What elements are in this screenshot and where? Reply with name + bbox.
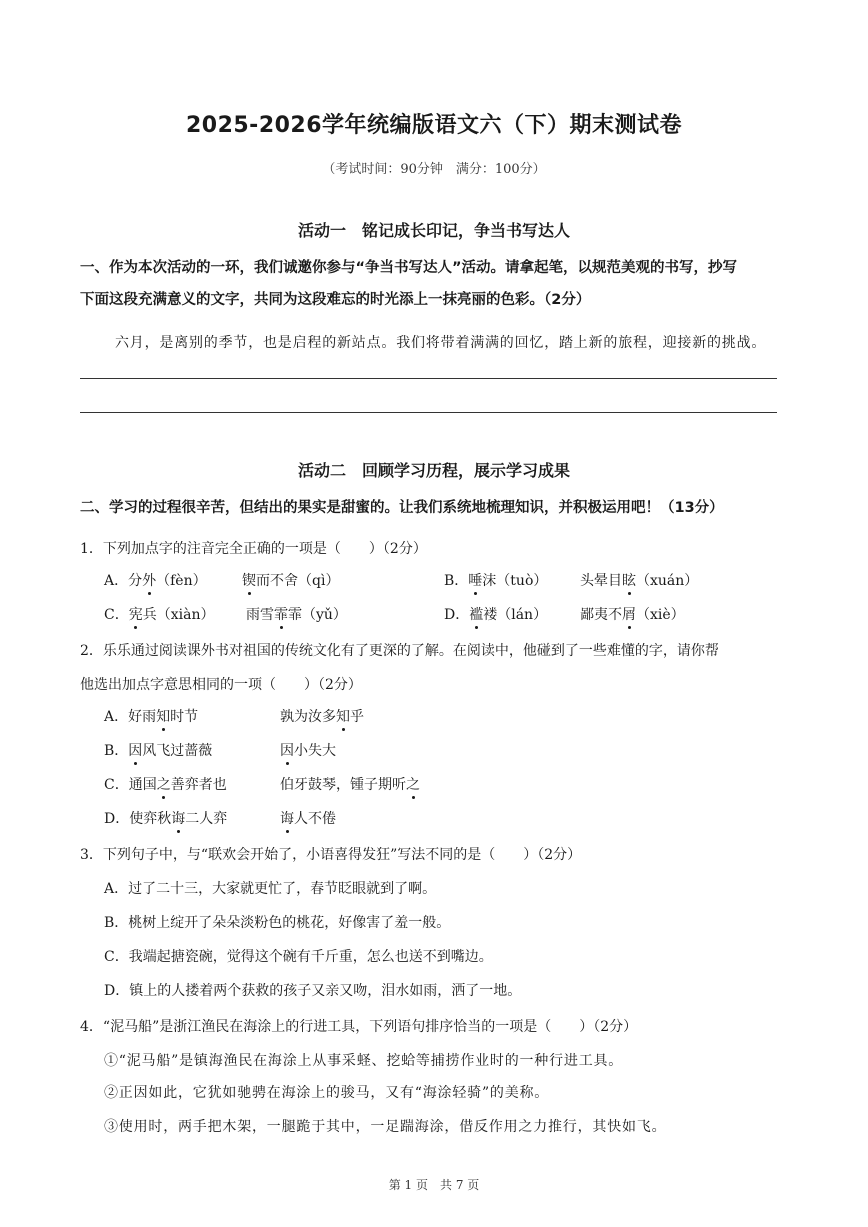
dotted-char: 眩 — [622, 570, 636, 590]
page-title: 2025-2026学年统编版语文六（下）期末测试卷 — [185, 113, 683, 138]
dotted-char: 因 — [128, 740, 142, 760]
activity1-instruction-line2: 下面这段充满意义的文字，共同为这段难忘的时光添上一抹亮丽的色彩。（2分） — [80, 292, 591, 308]
q3-option-a: A．过了二十三，大家就更忙了，春节眨眼就到了啊。 — [104, 881, 437, 897]
activity2-heading: 活动二 回顾学习历程，展示学习成果 — [297, 461, 570, 480]
dotted-char: 知 — [156, 706, 170, 726]
exam-info: （考试时间：90分钟 满分：100分） — [322, 162, 546, 177]
dotted-char: 诲 — [280, 808, 294, 828]
q1-option-b1: B．唾沫（tuò） — [444, 570, 547, 590]
q1-option-d1: D．褴褛（lán） — [444, 604, 547, 624]
q1-option-c1: C．宪兵（xiàn） — [104, 604, 214, 624]
q1-option-c2: 雨雪霏霏（yǔ） — [246, 604, 347, 624]
q1-option-b2: 头晕目眩（xuán） — [580, 570, 698, 590]
dotted-char: 之 — [406, 774, 420, 794]
q3-stem: 3．下列句子中，与“联欢会开始了，小语喜得发狂”写法不同的是（ ）（2分） — [80, 847, 582, 863]
page-footer: 第 1 页 共 7 页 — [388, 1178, 480, 1192]
copy-passage: 六月，是离别的季节，也是启程的新站点。我们将带着满满的回忆，踏上新的旅程，迎接新的挑战。 — [115, 335, 767, 351]
activity2-instruction: 二、学习的过程很辛苦，但结出的果实是甜蜜的。让我们系统地梳理知识，并积极运用吧！（13分） — [80, 500, 724, 516]
dotted-char: 之 — [157, 774, 171, 794]
q2-stem-line1: 2．乐乐通过阅读课外书对祖国的传统文化有了更深的了解。在阅读中，他碰到了一些难懂的字，请你帮 — [80, 643, 719, 659]
dotted-char: 因 — [280, 740, 294, 760]
q2-option-a2: 孰为汝多知乎 — [280, 706, 364, 726]
dotted-char: 褴 — [469, 604, 483, 624]
dotted-char: 宪 — [129, 604, 143, 624]
dotted-char: 外 — [142, 570, 156, 590]
q2-option-c1: C．通国之善弈者也 — [104, 774, 227, 794]
q2-option-d2: 诲人不倦 — [280, 808, 336, 828]
dotted-char: 唾 — [468, 570, 482, 590]
q4-sentence-2: ②正因如此，它犹如驰骋在海涂上的骏马，又有“海涂轻骑”的美称。 — [104, 1085, 550, 1101]
q2-option-c2: 伯牙鼓琴，锺子期听之 — [280, 774, 420, 794]
q2-stem-line2: 他选出加点字意思相同的一项（ ）（2分） — [80, 677, 362, 693]
dotted-char: 知 — [336, 706, 350, 726]
q3-option-d: D．镇上的人搂着两个获救的孩子又亲又吻，泪水如雨，洒了一地。 — [104, 983, 522, 999]
q2-option-a1: A．好雨知时节 — [104, 706, 198, 726]
writing-line-1[interactable] — [80, 378, 777, 379]
dotted-char: 屑 — [622, 604, 636, 624]
writing-line-2[interactable] — [80, 412, 777, 413]
dotted-char: 霏 — [274, 604, 288, 624]
q3-option-b: B．桃树上绽开了朵朵淡粉色的桃花，好像害了羞一般。 — [104, 915, 451, 931]
q1-option-d2: 鄙夷不屑（xiè） — [580, 604, 685, 624]
dotted-char: 诲 — [171, 808, 185, 828]
q1-option-a1: A．分外（fèn） — [104, 570, 207, 590]
dotted-char: 锲 — [242, 570, 256, 590]
q4-stem: 4．“泥马船”是浙江渔民在海涂上的行进工具，下列语句排序恰当的一项是（ ）（2分） — [80, 1019, 638, 1035]
q2-option-b1: B．因风飞过蔷薇 — [104, 740, 212, 760]
q1-stem: 1．下列加点字的注音完全正确的一项是（ ）（2分） — [80, 541, 427, 557]
q1-option-a2: 锲而不舍（qì） — [242, 570, 339, 590]
q2-option-b2: 因小失大 — [280, 740, 336, 760]
q4-sentence-1: ①“泥马船”是镇海渔民在海涂上从事采蛏、挖蛤等捕捞作业时的一种行进工具。 — [104, 1053, 624, 1069]
q3-option-c: C．我端起搪瓷碗，觉得这个碗有千斤重，怎么也送不到嘴边。 — [104, 949, 493, 965]
activity1-instruction-line1: 一、作为本次活动的一环，我们诚邀你参与“争当书写达人”活动。请拿起笔，以规范美观的书写，抄写 — [80, 260, 738, 276]
q4-sentence-3: ③使用时，两手把木架，一腿跪于其中，一足踹海涂，借反作用之力推行，其快如飞。 — [104, 1119, 667, 1135]
q2-option-d1: D．使弈秋诲二人弈 — [104, 808, 227, 828]
activity1-heading: 活动一 铭记成长印记，争当书写达人 — [297, 221, 570, 240]
